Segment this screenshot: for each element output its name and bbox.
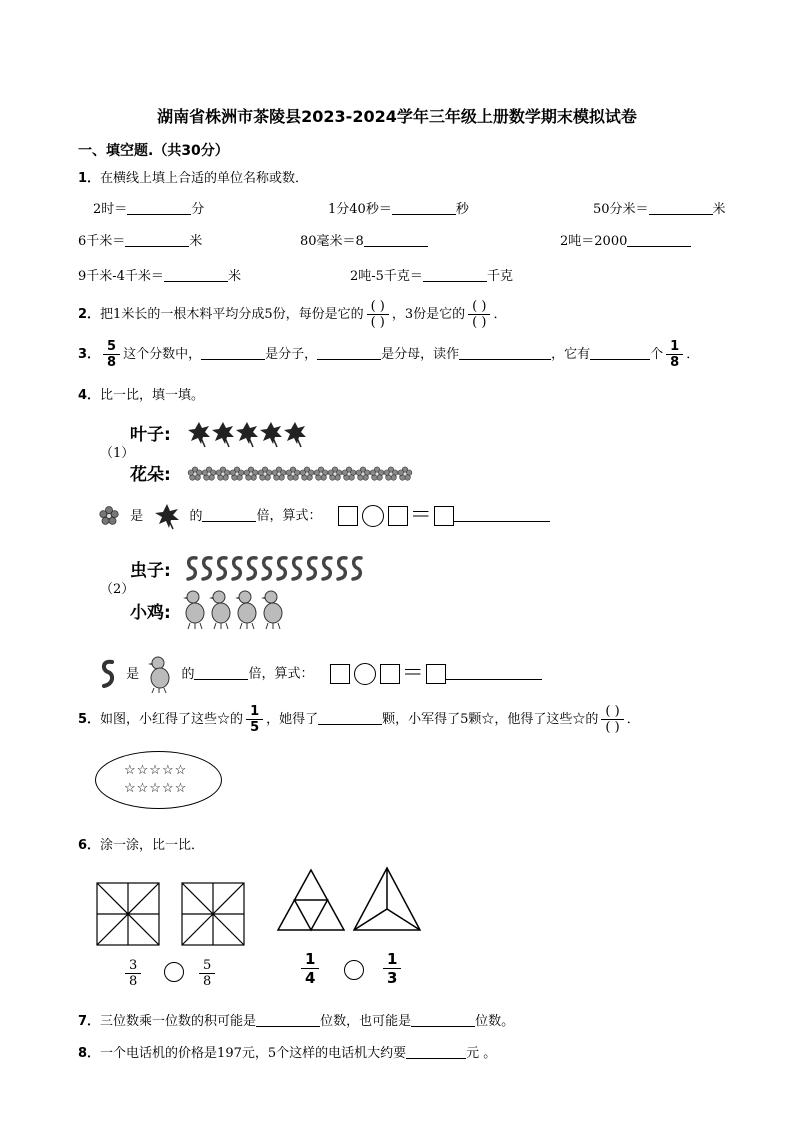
leaf-icon — [188, 422, 210, 447]
flower-icon — [342, 467, 356, 480]
worm-icon — [248, 558, 256, 579]
flowers-icon-row — [186, 463, 421, 485]
stars-row: ☆☆☆☆☆ — [124, 763, 188, 778]
q1-item: 2吨-5千克＝ 千克 — [350, 269, 513, 284]
flower-icon — [230, 467, 244, 480]
flower-icon — [300, 467, 314, 480]
flowers-label: 花朵: — [130, 465, 171, 485]
chick-icon — [209, 591, 230, 629]
answer-blank[interactable] — [364, 232, 428, 247]
q1-item: 1分40秒＝ 秒 — [328, 202, 469, 217]
answer-blank[interactable] — [411, 1012, 475, 1027]
worm-icon — [308, 558, 316, 579]
chick-icon — [147, 654, 173, 694]
answer-box[interactable] — [330, 664, 350, 684]
flower-icon — [314, 467, 328, 480]
q4-p2-equation: 是 的 倍，算式： ＝ — [98, 654, 542, 694]
operator-circle[interactable] — [354, 663, 376, 685]
flower-icon — [216, 467, 230, 480]
fraction-blank[interactable]: $\frac{( )}{( )}$ — [601, 704, 623, 735]
answer-blank[interactable] — [406, 1044, 466, 1059]
section-heading: 一、填空题.（共30分） — [78, 143, 229, 159]
worm-icon — [263, 558, 271, 579]
worm-icon — [98, 658, 118, 690]
answer-blank[interactable] — [590, 345, 650, 360]
fraction-3-8: $\frac{3}{8}$ — [122, 958, 144, 989]
answer-blank[interactable] — [459, 345, 551, 360]
leaf-icon — [212, 422, 234, 447]
answer-blank[interactable] — [649, 200, 713, 215]
stars-row: ☆☆☆☆☆ — [124, 781, 188, 796]
worm-icon — [293, 558, 301, 579]
chicks-icon-row — [182, 588, 292, 632]
stars-ellipse — [95, 751, 222, 809]
fraction-blank[interactable]: $\frac{( )}{( )}$ — [468, 299, 490, 330]
q1-item: 80毫米＝8 — [300, 230, 428, 249]
answer-blank[interactable] — [194, 665, 248, 680]
answer-box[interactable] — [434, 506, 454, 526]
answer-blank[interactable] — [125, 232, 189, 247]
question-1: 1．在横线上填上合适的单位名称或数． — [78, 171, 309, 186]
square-diagram-1 — [96, 882, 160, 946]
flower-icon — [328, 467, 342, 480]
leaf-icon — [236, 422, 258, 447]
leaf-icon — [260, 422, 282, 447]
answer-blank[interactable] — [164, 267, 228, 282]
answer-blank[interactable] — [392, 200, 456, 215]
flower-icon — [272, 467, 286, 480]
question-4: 4．比一比，填一填。 — [78, 388, 205, 403]
flower-icon — [98, 505, 120, 527]
worms-label: 虫子: — [130, 561, 171, 581]
q1-item: 2时＝ 分 — [93, 202, 205, 217]
worm-icon — [323, 558, 331, 579]
question-8: 8．一个电话机的价格是197元，5个这样的电话机大约要 元 。 — [78, 1046, 497, 1061]
worm-icon — [203, 558, 211, 579]
fraction-1-3: $\frac{1}{3}$ — [380, 950, 404, 987]
question-3: 3． $\frac{5}{8}$ 这个分数中， 是分子， 是分母，读作 ，它有 个 $\frac{1}{8}$ ． — [78, 339, 700, 370]
answer-blank[interactable] — [318, 710, 382, 725]
question-2: 2．把1米长的一根木料平均分成5份，每份是它的 $\frac{( )}{( )}$ ，3份是它的 $\frac{( )}{( )}$ ． — [78, 299, 507, 330]
worm-icon — [188, 558, 196, 579]
flower-icon — [398, 467, 412, 480]
flower-icon — [384, 467, 398, 480]
answer-blank[interactable] — [317, 345, 381, 360]
chicks-label: 小鸡: — [130, 603, 171, 623]
leaf-icon — [284, 422, 306, 447]
compare-circle[interactable] — [164, 962, 184, 982]
part-label: （1） — [100, 446, 135, 461]
flower-icon — [202, 467, 216, 480]
operator-circle[interactable] — [362, 505, 384, 527]
answer-blank[interactable] — [202, 507, 256, 522]
chick-icon — [183, 591, 204, 629]
answer-box[interactable] — [388, 506, 408, 526]
triangle-diagram-1 — [276, 868, 346, 932]
flower-icon — [188, 467, 202, 480]
flower-icon — [356, 467, 370, 480]
fraction-1-4: $\frac{1}{4}$ — [298, 950, 322, 987]
leaves-label: 叶子: — [130, 425, 171, 445]
worm-icon — [353, 558, 361, 579]
answer-box[interactable] — [426, 664, 446, 684]
worm-icon — [338, 558, 346, 579]
triangle-diagram-2 — [352, 866, 422, 932]
answer-box[interactable] — [380, 664, 400, 684]
answer-blank[interactable] — [423, 267, 487, 282]
square-diagram-2 — [181, 882, 245, 946]
worm-icon — [278, 558, 286, 579]
question-7: 7．三位数乘一位数的积可能是 位数，也可能是 位数。 — [78, 1014, 515, 1029]
fraction: $\frac{1}{8}$ — [666, 339, 683, 370]
chick-icon — [235, 591, 256, 629]
page-title: 湖南省株洲市茶陵县2023-2024学年三年级上册数学期末模拟试卷 — [157, 107, 637, 126]
answer-blank[interactable] — [256, 1012, 320, 1027]
flower-icon — [370, 467, 384, 480]
leaves-icon-row — [186, 420, 316, 450]
flower-icon — [286, 467, 300, 480]
worm-icon — [218, 558, 226, 579]
compare-circle[interactable] — [344, 960, 364, 980]
fraction: $\frac{1}{5}$ — [246, 704, 263, 735]
q1-item: 2吨＝2000 — [560, 230, 691, 249]
fraction-5-8: $\frac{5}{8}$ — [196, 958, 218, 989]
flower-icon — [244, 467, 258, 480]
part-label: （2） — [100, 582, 135, 597]
flower-icon — [258, 467, 272, 480]
answer-blank[interactable] — [201, 345, 265, 360]
chick-icon — [261, 591, 282, 629]
fraction: $\frac{5}{8}$ — [103, 339, 120, 370]
leaf-icon — [153, 502, 181, 530]
answer-blank[interactable] — [446, 665, 542, 680]
question-6: 6．涂一涂，比一比． — [78, 838, 205, 853]
q4-p1-equation: 是 的 倍，算式： ＝ — [98, 502, 550, 530]
worm-icon — [233, 558, 241, 579]
q1-item: 50分米＝ 米 — [593, 202, 726, 217]
worms-icon-row — [184, 554, 384, 582]
answer-blank[interactable] — [627, 232, 691, 247]
answer-box[interactable] — [338, 506, 358, 526]
q1-item: 6千米＝ 米 — [78, 234, 203, 249]
answer-blank[interactable] — [127, 200, 191, 215]
q1-item: 9千米-4千米＝ 米 — [78, 269, 241, 284]
answer-blank[interactable] — [454, 507, 550, 522]
question-5: 5．如图，小红得了这些☆的 $\frac{1}{5}$ ，她得了 颗，小军得了5颗☆，他得了这些☆的 $\frac{( )}{( )}$ ． — [78, 704, 640, 735]
fraction-blank[interactable]: $\frac{( )}{( )}$ — [367, 299, 389, 330]
